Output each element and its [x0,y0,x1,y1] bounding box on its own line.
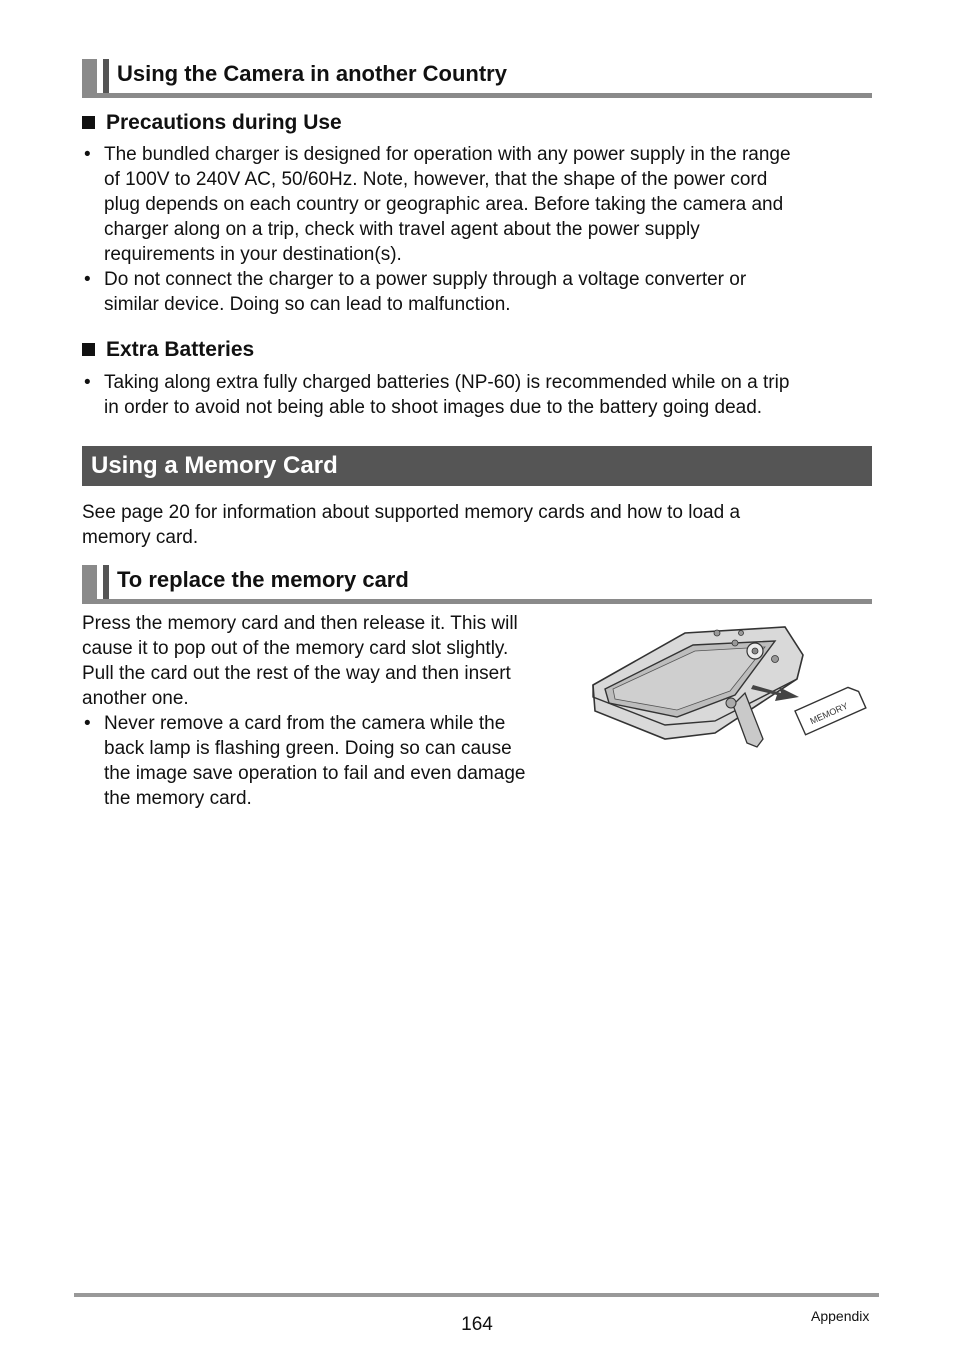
list-item-line: back lamp is flashing green. Doing so can cause [104,738,512,759]
list-item [82,142,872,267]
section-banner-memory-card [82,446,872,486]
banner-title: Using a Memory Card [91,452,338,479]
footer-section-name: Appendix [811,1308,870,1324]
memory-card-icon [795,684,866,735]
control-button-icon [772,656,779,663]
list-item-line: The bundled charger is designed for operation with any power supply in the range [104,144,791,165]
control-button-icon [714,630,720,636]
header-bar-decoration [82,565,97,601]
list-item-line: charger along on a trip, check with travel agent about the power supply [104,219,700,240]
bullet-dot: • [84,713,91,734]
list-item-line: of 100V to 240V AC, 50/60Hz. Note, however, that the shape of the power cord [104,169,768,190]
section-title: Using the Camera in another Country [117,61,507,86]
section-header-camera-another-country [82,59,872,99]
list-item-line: similar device. Doing so can lead to malfunction. [104,294,511,315]
memory-card-label: MEMORY [808,700,850,727]
square-bullet-icon [82,116,95,129]
memory-card-intro [82,500,872,550]
page-number: 164 [461,1314,493,1335]
precautions-list [82,142,872,317]
list-item [82,711,582,811]
header-underline [82,93,872,98]
subheading-text: Extra Batteries [106,338,255,361]
bullet-dot: • [84,372,91,393]
list-item-line: Never remove a card from the camera while the [104,713,506,734]
subheading-precautions [82,111,342,135]
tripod-socket-icon [726,698,736,708]
header-underline [82,599,872,604]
list-item-line: Do not connect the charger to a power supply through a voltage converter or [104,269,747,290]
bullet-dot: • [84,144,91,165]
paragraph-line: memory card. [82,527,199,548]
section-title: To replace the memory card [117,567,409,592]
header-bar-decoration [103,59,109,95]
paragraph-line: See page 20 for information about supported memory cards and how to load a [82,502,741,523]
list-item-line: in order to avoid not being able to shoot images due to the battery going dead. [104,397,763,418]
control-button-icon [752,648,758,654]
camera-memory-card-illustration [585,615,875,755]
list-item-line: the memory card. [104,788,252,809]
paragraph-line: another one. [82,688,189,709]
list-item-line: Taking along extra fully charged batteries (NP-60) is recommended while on a trip [104,372,790,393]
subheading-extra-batteries [82,338,254,362]
footer-divider [74,1293,879,1297]
list-item-line: the image save operation to fail and even damage [104,763,526,784]
paragraph-line: Pull the card out the rest of the way and then insert [82,663,511,684]
control-button-icon [739,631,744,636]
paragraph-line: cause it to pop out of the memory card slot slightly. [82,638,509,659]
subheading-text: Precautions during Use [106,111,342,134]
square-bullet-icon [82,343,95,356]
header-bar-decoration [103,565,109,601]
list-item [82,370,872,420]
list-item-line: requirements in your destination(s). [104,244,402,265]
list-item-line: plug depends on each country or geographic area. Before taking the camera and [104,194,784,215]
bullet-dot: • [84,269,91,290]
list-item [82,267,872,317]
section-header-replace-memory-card [82,565,872,605]
paragraph-line: Press the memory card and then release it. This will [82,613,518,634]
replace-card-body [82,611,582,811]
header-bar-decoration [82,59,97,95]
control-button-icon [732,640,738,646]
batteries-list [82,370,872,420]
